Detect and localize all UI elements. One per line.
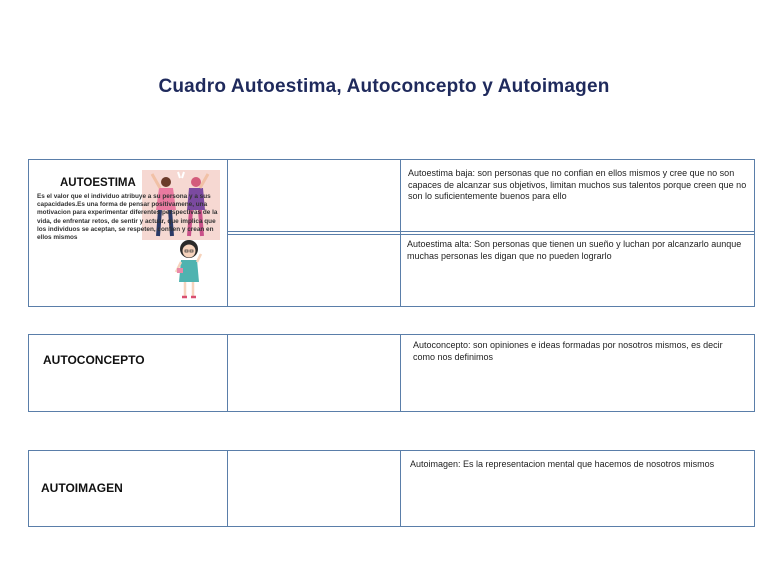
autoimagen-table: [28, 450, 755, 527]
page-title: Cuadro Autoestima, Autoconcepto y Autoimagen: [158, 76, 610, 97]
autoestima-table: [28, 159, 755, 307]
girl-illustration: [172, 238, 206, 302]
autoestima-baja-text: Autoestima baja: son personas que no confian en ellos mismos y cree que no son capaces de alcanzar sus objetivos, limitan muchos sus talentos porque creen que no son lo suficientemente buenos para ello: [408, 168, 747, 201]
autoestima-alta-text: Autoestima alta: Son personas que tienen un sueño y luchan por alcanzarlo aunque muchas personas les digan que no pueden lograrlo: [407, 239, 742, 261]
autoconcepto-heading: AUTOCONCEPTO: [43, 353, 145, 367]
autoimagen-heading: AUTOIMAGEN: [41, 481, 123, 495]
autoestima-heading: AUTOESTIMA: [60, 177, 136, 189]
autoestima-description: Es el valor que el individuo atribuye a su persona y a sus capacidades.Es una forma de pensar positivamene, una motivacion para experimentar diferentes perspectivas de la vida, de enfrentar retos, de sentir y actuar, que implica que los individuos se aceptan, se respeten, confien y crean en ellos mismos: [37, 193, 218, 242]
autoconcepto-table: [28, 334, 755, 412]
autoimagen-text: Autoimagen: Es la representacion mental que hacemos de nosotros mismos: [410, 459, 715, 469]
autoconcepto-text: Autoconcepto: son opiniones e ideas formadas por nosotros mismos, es decir como nos definimos: [413, 340, 723, 362]
